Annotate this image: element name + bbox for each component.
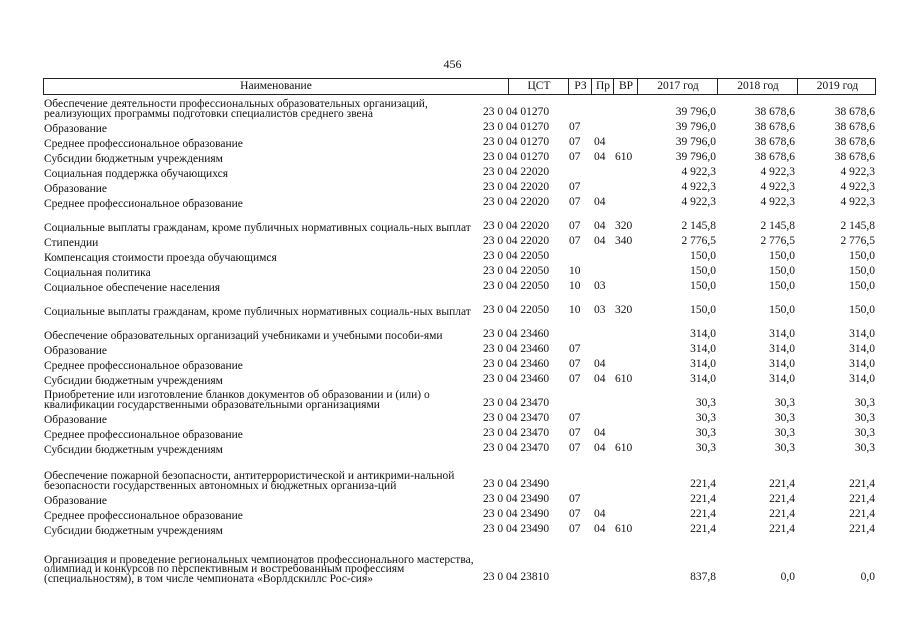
cell-pr: 04 (594, 220, 606, 232)
cell-cst: 23 0 04 23460 (483, 328, 550, 340)
cell-rz: 07 (569, 508, 581, 520)
cell-rz: 07 (569, 196, 581, 208)
cell-y2017: 221,4 (690, 508, 716, 520)
cell-name: Образование (44, 182, 108, 195)
table-row (43, 371, 876, 386)
cell-cst: 23 0 04 23460 (483, 343, 550, 355)
table-row (43, 425, 876, 440)
header-2018: 2018 год (717, 79, 798, 94)
cell-y2019: 221,4 (849, 493, 875, 505)
cell-y2019: 38 678,6 (834, 121, 875, 133)
cell-y2019: 150,0 (849, 304, 875, 316)
cell-y2018: 30,3 (774, 412, 795, 424)
cell-y2017: 221,4 (690, 523, 716, 535)
cell-name: Обеспечение пожарной безопасности, антитеррористической и антикрими-нальной безопасности государственных автономных и бюджетных организа-ций (44, 470, 455, 492)
cell-pr: 04 (594, 523, 606, 535)
cell-name: Стипендии (44, 236, 99, 249)
cell-y2017: 39 796,0 (675, 106, 716, 118)
cell-rz: 07 (569, 136, 581, 148)
cell-y2017: 150,0 (690, 304, 716, 316)
cell-y2019: 221,4 (849, 523, 875, 535)
cell-y2017: 39 796,0 (675, 121, 716, 133)
table-body (43, 95, 876, 584)
cell-name: Среднее профессиональное образование (44, 428, 243, 441)
cell-y2019: 2 776,5 (840, 235, 875, 247)
cell-cst: 23 0 04 23470 (483, 427, 550, 439)
cell-cst: 23 0 04 22020 (483, 220, 550, 232)
table-header (43, 78, 876, 95)
cell-name: Обеспечение деятельности профессиональных образовательных организаций, реализующих программы подготовки специалистов среднего звена (44, 98, 428, 120)
cell-y2017: 2 776,5 (681, 235, 716, 247)
cell-name: Субсидии бюджетным учреждениям (44, 152, 223, 165)
cell-pr: 04 (594, 427, 606, 439)
cell-rz: 07 (569, 121, 581, 133)
cell-name: Образование (44, 413, 108, 426)
cell-y2019: 4 922,3 (840, 196, 875, 208)
table-row (43, 194, 876, 209)
cell-pr: 03 (594, 304, 606, 316)
table-row (43, 521, 876, 536)
cell-name: Среднее профессиональное образование (44, 197, 243, 210)
cell-y2019: 2 145,8 (840, 220, 875, 232)
table-row (43, 341, 876, 356)
cell-y2018: 150,0 (769, 280, 795, 292)
cell-cst: 23 0 04 22020 (483, 181, 550, 193)
table-row (43, 410, 876, 425)
cell-rz: 07 (569, 235, 581, 247)
cell-y2018: 221,4 (769, 493, 795, 505)
cell-y2019: 38 678,6 (834, 106, 875, 118)
cell-cst: 23 0 04 22050 (483, 265, 550, 277)
cell-y2017: 221,4 (690, 493, 716, 505)
cell-y2019: 150,0 (849, 280, 875, 292)
cell-rz: 07 (569, 343, 581, 355)
cell-vr: 320 (615, 220, 633, 232)
cell-pr: 04 (594, 196, 606, 208)
header-2019: 2019 год (797, 79, 877, 94)
cell-y2017: 30,3 (695, 397, 716, 409)
cell-y2019: 38 678,6 (834, 151, 875, 163)
cell-y2018: 150,0 (769, 265, 795, 277)
header-name: Наименование (240, 80, 312, 92)
cell-y2019: 0,0 (860, 571, 875, 583)
cell-y2018: 0,0 (780, 571, 795, 583)
budget-table (43, 78, 876, 584)
table-row (43, 179, 876, 194)
cell-rz: 10 (569, 265, 581, 277)
cell-y2018: 38 678,6 (754, 106, 795, 118)
table-row (43, 209, 876, 233)
cell-y2019: 38 678,6 (834, 136, 875, 148)
cell-y2017: 150,0 (690, 250, 716, 262)
cell-rz: 07 (569, 151, 581, 163)
cell-y2017: 4 922,3 (681, 196, 716, 208)
table-row (43, 134, 876, 149)
cell-name: Образование (44, 122, 108, 135)
cell-y2019: 30,3 (854, 412, 875, 424)
cell-y2019: 314,0 (849, 373, 875, 385)
header-2017: 2017 год (637, 79, 718, 94)
cell-cst: 23 0 04 23490 (483, 493, 550, 505)
cell-cst: 23 0 04 22050 (483, 280, 550, 292)
table-row (43, 386, 876, 410)
cell-y2017: 150,0 (690, 265, 716, 277)
table-row (43, 455, 876, 491)
cell-rz: 10 (569, 280, 581, 292)
cell-cst: 23 0 04 23470 (483, 397, 550, 409)
header-rz: РЗ (568, 79, 592, 94)
cell-y2018: 314,0 (769, 343, 795, 355)
cell-y2017: 314,0 (690, 358, 716, 370)
cell-y2017: 39 796,0 (675, 151, 716, 163)
cell-y2019: 221,4 (849, 508, 875, 520)
cell-y2019: 30,3 (854, 427, 875, 439)
cell-vr: 610 (615, 373, 633, 385)
table-row (43, 233, 876, 248)
cell-cst: 23 0 04 23490 (483, 478, 550, 490)
cell-cst: 23 0 04 23470 (483, 442, 550, 454)
cell-cst: 23 0 04 01270 (483, 151, 550, 163)
cell-cst: 23 0 04 22050 (483, 250, 550, 262)
cell-y2018: 150,0 (769, 250, 795, 262)
table-row (43, 293, 876, 317)
cell-y2018: 2 776,5 (760, 235, 795, 247)
cell-y2019: 150,0 (849, 250, 875, 262)
page-number: 456 (443, 57, 462, 71)
table-row (43, 119, 876, 134)
cell-cst: 23 0 04 22020 (483, 166, 550, 178)
cell-y2019: 30,3 (854, 397, 875, 409)
cell-rz: 07 (569, 181, 581, 193)
cell-cst: 23 0 04 01270 (483, 136, 550, 148)
cell-y2019: 314,0 (849, 358, 875, 370)
cell-y2018: 30,3 (774, 397, 795, 409)
cell-y2017: 314,0 (690, 328, 716, 340)
cell-cst: 23 0 04 01270 (483, 121, 550, 133)
cell-name: Обеспечение образовательных организаций учебниками и учебными пособи-ями (44, 329, 443, 342)
cell-y2019: 4 922,3 (840, 181, 875, 193)
cell-y2019: 314,0 (849, 328, 875, 340)
cell-y2018: 30,3 (774, 442, 795, 454)
cell-y2018: 38 678,6 (754, 151, 795, 163)
cell-cst: 23 0 04 22020 (483, 196, 550, 208)
table-row (43, 263, 876, 278)
cell-rz: 07 (569, 220, 581, 232)
cell-y2018: 38 678,6 (754, 121, 795, 133)
table-row (43, 491, 876, 506)
cell-cst: 23 0 04 23470 (483, 412, 550, 424)
cell-y2017: 30,3 (695, 412, 716, 424)
cell-y2019: 221,4 (849, 478, 875, 490)
cell-name: Образование (44, 494, 108, 507)
cell-y2017: 837,8 (690, 571, 716, 583)
cell-y2017: 314,0 (690, 373, 716, 385)
table-row (43, 317, 876, 341)
cell-name: Среднее профессиональное образование (44, 359, 243, 372)
cell-rz: 10 (569, 304, 581, 316)
cell-y2018: 150,0 (769, 304, 795, 316)
cell-cst: 23 0 04 22050 (483, 304, 550, 316)
cell-name: Социальное обеспечение населения (44, 281, 221, 294)
cell-y2018: 38 678,6 (754, 136, 795, 148)
cell-name: Среднее профессиональное образование (44, 137, 243, 150)
cell-name: Социальная политика (44, 266, 151, 279)
cell-name: Социальные выплаты гражданам, кроме публичных нормативных социаль-ных выплат (44, 221, 471, 234)
cell-y2017: 4 922,3 (681, 181, 716, 193)
cell-name: Субсидии бюджетным учреждениям (44, 443, 223, 456)
cell-y2017: 221,4 (690, 478, 716, 490)
table-row (43, 164, 876, 179)
cell-pr: 04 (594, 358, 606, 370)
cell-y2017: 2 145,8 (681, 220, 716, 232)
cell-name: Субсидии бюджетным учреждениям (44, 374, 223, 387)
cell-name: Субсидии бюджетным учреждениям (44, 524, 223, 537)
cell-cst: 23 0 04 23490 (483, 508, 550, 520)
cell-name: Образование (44, 344, 108, 357)
cell-cst: 23 0 04 23460 (483, 358, 550, 370)
cell-vr: 610 (615, 442, 633, 454)
cell-cst: 23 0 04 23460 (483, 373, 550, 385)
cell-y2018: 221,4 (769, 508, 795, 520)
cell-y2018: 2 145,8 (760, 220, 795, 232)
cell-cst: 23 0 04 01270 (483, 106, 550, 118)
cell-cst: 23 0 04 23490 (483, 523, 550, 535)
cell-y2019: 150,0 (849, 265, 875, 277)
cell-vr: 320 (615, 304, 633, 316)
cell-pr: 04 (594, 442, 606, 454)
cell-y2017: 39 796,0 (675, 136, 716, 148)
cell-vr: 340 (615, 235, 633, 247)
cell-y2018: 314,0 (769, 358, 795, 370)
cell-pr: 04 (594, 373, 606, 385)
cell-y2018: 314,0 (769, 373, 795, 385)
cell-y2017: 30,3 (695, 442, 716, 454)
table-row (43, 149, 876, 164)
cell-vr: 610 (615, 151, 633, 163)
cell-rz: 07 (569, 412, 581, 424)
cell-y2019: 30,3 (854, 442, 875, 454)
cell-pr: 03 (594, 280, 606, 292)
cell-rz: 07 (569, 442, 581, 454)
cell-name: Приобретение или изготовление бланков документов об образовании и (или) о квалификации государственными образовательными организациями (44, 389, 430, 411)
cell-vr: 610 (615, 523, 633, 535)
cell-y2019: 314,0 (849, 343, 875, 355)
cell-rz: 07 (569, 358, 581, 370)
cell-rz: 07 (569, 373, 581, 385)
cell-y2019: 4 922,3 (840, 166, 875, 178)
cell-cst: 23 0 04 22020 (483, 235, 550, 247)
cell-y2017: 30,3 (695, 427, 716, 439)
table-row (43, 356, 876, 371)
cell-y2018: 221,4 (769, 523, 795, 535)
cell-name: Компенсация стоимости проезда обучающимся (44, 251, 277, 264)
cell-rz: 07 (569, 523, 581, 535)
cell-name: Среднее профессиональное образование (44, 509, 243, 522)
cell-pr: 04 (594, 508, 606, 520)
cell-y2018: 221,4 (769, 478, 795, 490)
cell-y2017: 4 922,3 (681, 166, 716, 178)
cell-name: Организация и проведение региональных чемпионатов профессионального мастерства, олимпиад и конкурсов по перспективным и востребованным профессиям (специальностям), в том числе чемпионата «Ворлдскиллс Рос-сия» (44, 553, 474, 585)
cell-cst: 23 0 04 23810 (483, 571, 550, 583)
cell-y2018: 4 922,3 (760, 166, 795, 178)
cell-pr: 04 (594, 235, 606, 247)
cell-rz: 07 (569, 427, 581, 439)
cell-y2018: 4 922,3 (760, 181, 795, 193)
cell-y2017: 314,0 (690, 343, 716, 355)
cell-name: Социальная поддержка обучающихся (44, 167, 229, 180)
cell-pr: 04 (594, 151, 606, 163)
cell-name: Социальные выплаты гражданам, кроме публичных нормативных социаль-ных выплат (44, 305, 471, 318)
cell-pr: 04 (594, 136, 606, 148)
cell-y2018: 314,0 (769, 328, 795, 340)
header-pr: Пр (591, 79, 614, 94)
table-row (43, 536, 876, 584)
table-row (43, 95, 876, 119)
header-vr: ВР (613, 79, 638, 94)
header-cst: ЦСТ (508, 79, 569, 94)
table-row (43, 248, 876, 263)
cell-y2018: 4 922,3 (760, 196, 795, 208)
table-row (43, 278, 876, 293)
table-row (43, 506, 876, 521)
cell-y2018: 30,3 (774, 427, 795, 439)
cell-y2017: 150,0 (690, 280, 716, 292)
table-row (43, 440, 876, 455)
cell-rz: 07 (569, 493, 581, 505)
